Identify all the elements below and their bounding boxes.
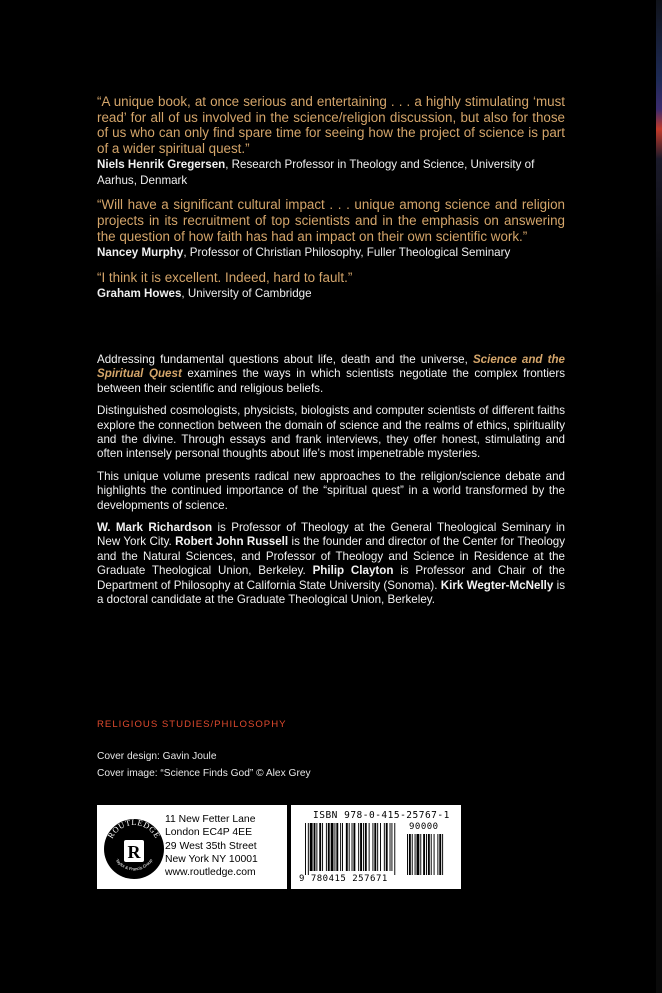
logo-letter: R bbox=[127, 842, 141, 862]
barcode-addon-bar bbox=[426, 834, 427, 875]
barcode-bar bbox=[363, 823, 364, 871]
barcode-bar bbox=[349, 823, 350, 871]
isbn-number: ISBN 978-0-415-25767-1 bbox=[313, 810, 450, 821]
praise-section bbox=[97, 94, 565, 311]
book-description bbox=[97, 353, 565, 616]
barcode-addon-digits: 90000 bbox=[409, 822, 439, 832]
routledge-logo bbox=[101, 811, 167, 883]
editor-bio-2: is the founder and director of the Center for Theology and the Natural Sciences, and Professor of Theology and Science in Residence at the Graduate Theological Union, Berkeley. bbox=[97, 535, 566, 578]
cover-image-credit: Cover image: “Science Finds God” © Alex Grey bbox=[97, 767, 311, 779]
barcode-bar bbox=[346, 823, 348, 871]
praise-name-1: Niels Henrik Gregersen bbox=[97, 158, 226, 172]
barcode-addon-bar bbox=[417, 834, 420, 875]
barcode-bar bbox=[372, 823, 373, 871]
publisher-box bbox=[97, 805, 287, 889]
praise-attribution-3 bbox=[97, 286, 565, 302]
editor-name-4: Kirk Wegter-McNelly bbox=[440, 578, 554, 592]
editors-bio bbox=[97, 521, 565, 607]
subject-category: RELIGIOUS STUDIES/PHILOSOPHY bbox=[97, 719, 287, 730]
editor-bio-1: is Professor of Theology at the General Theological Seminary in New York City. bbox=[97, 521, 565, 549]
editor-name-2: Robert John Russell bbox=[175, 535, 289, 549]
barcode-bar bbox=[390, 823, 391, 871]
logo-wordmark: ROUTLEDGE bbox=[106, 817, 163, 841]
barcode-addon-bar bbox=[409, 834, 411, 875]
address-line-3: 29 West 35th Street bbox=[165, 840, 257, 852]
description-intro-rest: examines the ways in which scientists negotiate the complex frontiers between their scientific and religious beliefs. bbox=[97, 367, 565, 395]
barcode-bar bbox=[360, 823, 362, 871]
praise-quote-2: “Will have a significant cultural impact . . . unique among science and religion projects in its recruitment of top scientists and in the emphasis on answering the question of how faith has had an impact on their own scientific work.” bbox=[97, 197, 565, 244]
praise-attribution-2 bbox=[97, 245, 565, 261]
barcode-bar bbox=[322, 823, 323, 871]
barcode-bar bbox=[308, 823, 309, 875]
barcode-addon-bar bbox=[442, 834, 443, 875]
publisher-website: www.routledge.com bbox=[165, 867, 256, 879]
editor-name-1: W. Mark Richardson bbox=[97, 521, 213, 535]
barcode-bar bbox=[314, 823, 316, 871]
book-title: Science and the Spiritual Quest bbox=[97, 353, 565, 381]
barcode-bar bbox=[377, 823, 378, 871]
barcode-bar bbox=[394, 823, 395, 875]
barcode-bar bbox=[328, 823, 330, 871]
barcode-bar bbox=[380, 823, 381, 871]
praise-name-2: Nancey Murphy bbox=[97, 246, 184, 260]
barcode-bar bbox=[374, 823, 376, 871]
barcode-bar bbox=[331, 823, 334, 871]
barcode-bar bbox=[369, 823, 370, 871]
barcode-addon-bar bbox=[434, 834, 435, 875]
barcode-bar bbox=[326, 823, 327, 871]
barcode-bar bbox=[336, 823, 338, 871]
address-line-2: London EC4P 4EE bbox=[165, 827, 253, 839]
barcode-bar bbox=[340, 823, 341, 871]
praise-name-3: Graham Howes bbox=[97, 287, 182, 301]
praise-quote-1: “A unique book, at once serious and entertaining . . . a highly stimulating ‘must read’ for all of us involved in the science/religion discussion, but also for those of us who can only find spare time for seeing how the project of science is part of a wider spiritual quest.” bbox=[97, 94, 565, 156]
barcode-addon-bar bbox=[407, 834, 408, 875]
barcode-bar bbox=[310, 823, 313, 871]
barcode-bar bbox=[358, 823, 359, 871]
praise-affiliation-3: , University of Cambridge bbox=[181, 287, 312, 301]
barcode-bar bbox=[316, 823, 317, 871]
barcode-addon-bar bbox=[423, 834, 425, 875]
barcode-addon-bar bbox=[412, 834, 413, 875]
barcode-addon-bar bbox=[431, 834, 432, 875]
cover-design-credit: Cover design: Gavin Joule bbox=[97, 751, 217, 762]
barcode-bar bbox=[352, 823, 353, 871]
barcode-bar bbox=[391, 823, 392, 871]
barcode-bar bbox=[334, 823, 335, 871]
editor-name-3: Philip Clayton bbox=[312, 564, 394, 578]
cover-credits bbox=[97, 749, 311, 782]
barcode-bar bbox=[353, 823, 355, 871]
publisher-address bbox=[165, 813, 258, 879]
barcode-addon-bar bbox=[420, 834, 421, 875]
praise-attribution-1 bbox=[97, 157, 565, 188]
spine-edge-strip bbox=[656, 0, 662, 993]
description-intro-text: Addressing fundamental questions about life, death and the universe, bbox=[97, 353, 473, 366]
barcode-bar bbox=[384, 823, 385, 871]
barcode-addon-bar bbox=[437, 834, 438, 875]
description-paragraph-1 bbox=[97, 353, 565, 396]
logo-subtitle: Taylor & Francis Group bbox=[114, 857, 154, 872]
description-paragraph-3: This unique volume presents radical new approaches to the religion/science debate and highlights the continued importance of the “spiritual quest” in a world transformed by the developments of science. bbox=[97, 469, 565, 512]
barcode-bar bbox=[319, 823, 321, 871]
editor-bio-3: is Professor and Chair of the Department of Philosophy at California State University (Sonoma). bbox=[97, 564, 565, 592]
description-paragraph-2: Distinguished cosmologists, physicists, biologists and computer scientists of different faiths explore the connection between the domain of science and the realms of ethics, spirituality and the divine. Through essays and frank interviews, they offer honest, stimulating and often intensely personal thoughts about life’s most impenetrable mysteries. bbox=[97, 404, 565, 461]
praise-affiliation-1: , Research Professor in Theology and Science, University of Aarhus, Denmark bbox=[97, 158, 535, 187]
barcode-bar bbox=[386, 823, 388, 871]
barcode-digits: 9 780415 257671 bbox=[299, 874, 388, 884]
barcode-bar bbox=[365, 823, 367, 871]
address-line-1: 11 New Fetter Lane bbox=[165, 814, 256, 825]
address-line-4: New York NY 10001 bbox=[165, 853, 258, 865]
barcode-bar bbox=[342, 823, 343, 871]
praise-affiliation-2: , Professor of Christian Philosophy, Fuller Theological Seminary bbox=[183, 246, 511, 260]
barcode-addon-bar bbox=[428, 834, 430, 875]
barcode-addon-bar bbox=[415, 834, 416, 875]
editor-bio-4: is a doctoral candidate at the Graduate Theological Union, Berkeley. bbox=[97, 578, 565, 607]
barcode-addon-bar bbox=[439, 834, 441, 875]
isbn-barcode bbox=[291, 805, 461, 889]
barcode-bar bbox=[305, 823, 306, 875]
praise-quote-3: “I think it is excellent. Indeed, hard to fault.” bbox=[97, 269, 353, 285]
